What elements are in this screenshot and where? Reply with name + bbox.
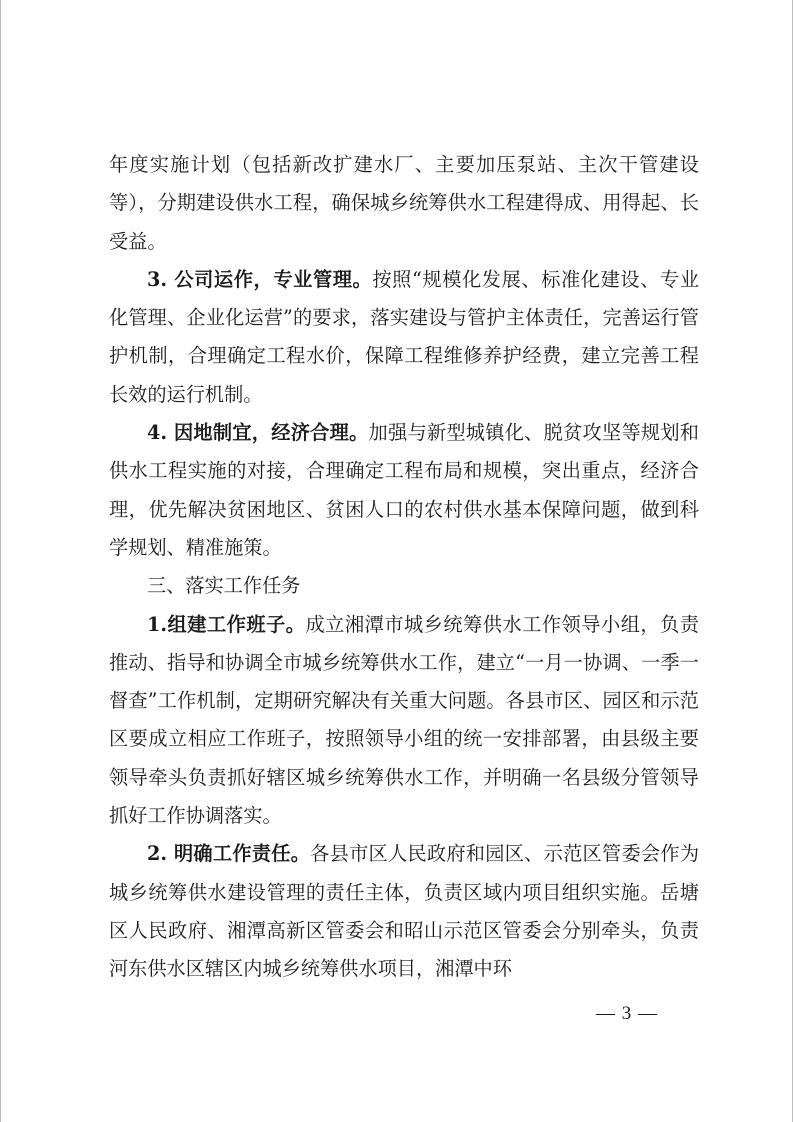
paragraph-continued [109,146,699,261]
paragraph-lead: 2. 明确工作责任。 [147,842,311,866]
paragraph-responsibility [109,835,699,988]
paragraph-work-team [109,606,699,836]
paragraph-text: 年度实施计划（包括新改扩建水厂、主要加压泵站、主次干管建设等），分期建设供水工程，确保城乡统筹供水工程建得成、用得起、长受益。 [109,153,699,253]
document-body [109,146,699,989]
paragraph-text: 加强与新型城镇化、脱贫攻坚等规划和供水工程实施的对接，合理确定工程布局和规模，突出重点，经济合理，优先解决贫困地区、贫困人口的农村供水基本保障问题，做到科学规划、精准施策。 [109,421,699,559]
paragraph-lead: 3. 公司运作，专业管理。 [147,267,373,291]
page-number: — 3 — [596,1003,658,1024]
paragraph-text: 按照“规模化发展、标准化建设、专业化管理、企业化运营”的要求，落实建设与管护主体责任，完善运行管护机制，合理确定工程水价，保障工程维修养护经费，建立完善工程长效的运行机制。 [109,267,700,406]
paragraph-text: 各县市区人民政府和园区、示范区管委会作为城乡统筹供水建设管理的责任主体，负责区域内项目组织实施。岳塘区人民政府、湘潭高新区管委会和昭山示范区管委会分别牵头，负责河东供水区辖区内城乡统筹供水项目，湘潭中环 [109,842,700,981]
paragraph-local-conditions [109,414,699,567]
paragraph-lead: 4. 因地制宜，经济合理。 [147,421,369,445]
section-heading: 三、落实工作任务 [147,574,301,598]
paragraph-lead: 1.组建工作班子。 [147,612,306,636]
paragraph-text: 成立湘潭市城乡统筹供水工作领导小组，负责推动、指导和协调全市城乡统筹供水工作，建立“一月一协调、一季一督查”工作机制，定期研究解决有关重大问题。各县市区、园区和示范区要成立相应工作班子，按照领导小组的统一安排部署，由县级主要领导牵头负责抓好辖区城乡统筹供水工作，并明确一名县级分管领导抓好工作协调落实。 [109,612,700,828]
paragraph-company-operation [109,261,699,414]
